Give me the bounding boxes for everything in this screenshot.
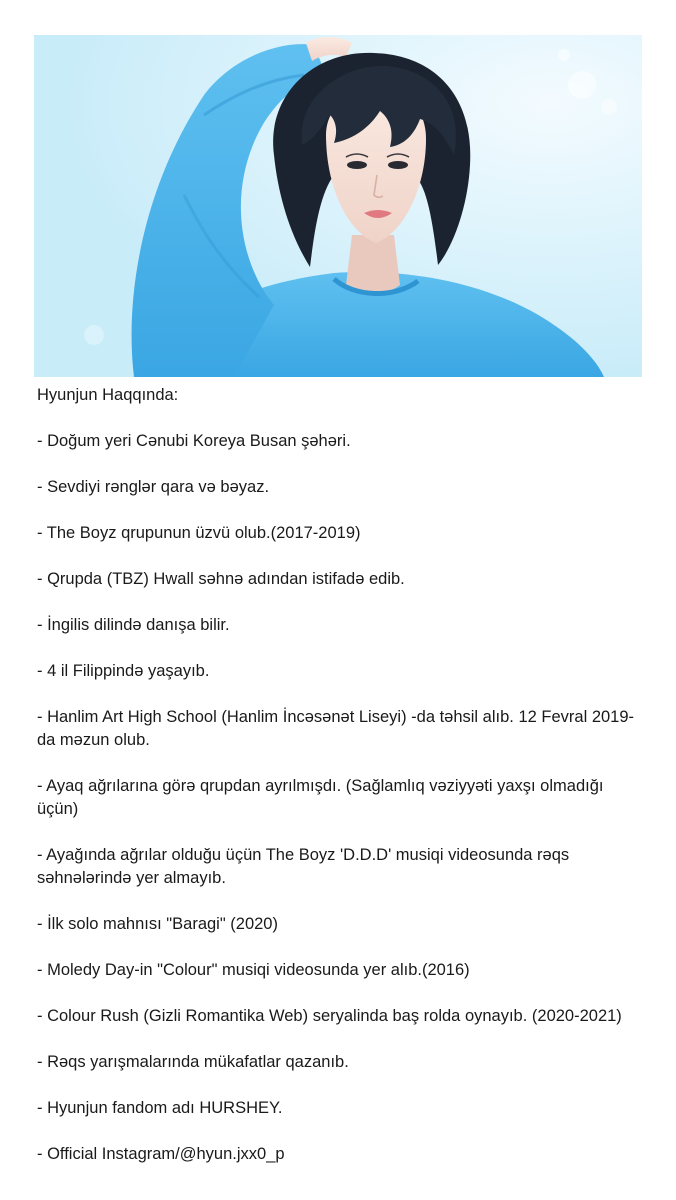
fact-the-boyz-member: - The Boyz qrupunun üzvü olub.(2017-2019) bbox=[37, 524, 361, 542]
fact-ddd-video: - Ayağında ağrılar olduğu üçün The Boyz 'D.D.D' musiqi videosunda rəqs səhnələrində yer almayıb. bbox=[37, 846, 570, 887]
fact-colour-rush: - Colour Rush (Gizli Romantika Web) seryalinda baş rolda oynayıb. (2020-2021) bbox=[37, 1007, 622, 1025]
fact-birthplace: - Doğum yeri Cənubi Koreya Busan şəhəri. bbox=[37, 432, 351, 450]
fact-left-group: - Ayaq ağrılarına görə qrupdan ayrılmışdı. (Sağlamlıq vəziyyəti yaxşı olmadığı üçün) bbox=[37, 777, 604, 818]
fact-english: - İngilis dilində danışa bilir. bbox=[37, 616, 230, 634]
heading: Hyunjun Haqqında: bbox=[37, 386, 179, 404]
fact-dance-awards: - Rəqs yarışmalarında mükafatlar qazanıb. bbox=[37, 1053, 349, 1071]
fact-favorite-colors: - Sevdiyi rənglər qara və bəyaz. bbox=[37, 478, 270, 496]
fact-colour-video: - Moledy Day-in "Colour" musiqi videosunda yer alıb.(2016) bbox=[37, 961, 470, 979]
fact-fandom-name: - Hyunjun fandom adı HURSHEY. bbox=[37, 1099, 283, 1117]
portrait-illustration bbox=[34, 35, 642, 377]
fact-philippines: - 4 il Filippində yaşayıb. bbox=[37, 662, 210, 680]
portrait-photo bbox=[34, 35, 642, 377]
fact-first-solo: - İlk solo mahnısı "Baragi" (2020) bbox=[37, 915, 278, 933]
about-text bbox=[37, 384, 649, 1166]
fact-instagram: - Official Instagram/@hyun.jxx0_p bbox=[37, 1145, 285, 1163]
fact-education: - Hanlim Art High School (Hanlim İncəsənət Liseyi) -da təhsil alıb. 12 Fevral 2019-da məzun olub. bbox=[37, 708, 635, 749]
fact-stage-name: - Qrupda (TBZ) Hwall səhnə adından istifadə edib. bbox=[37, 570, 405, 588]
